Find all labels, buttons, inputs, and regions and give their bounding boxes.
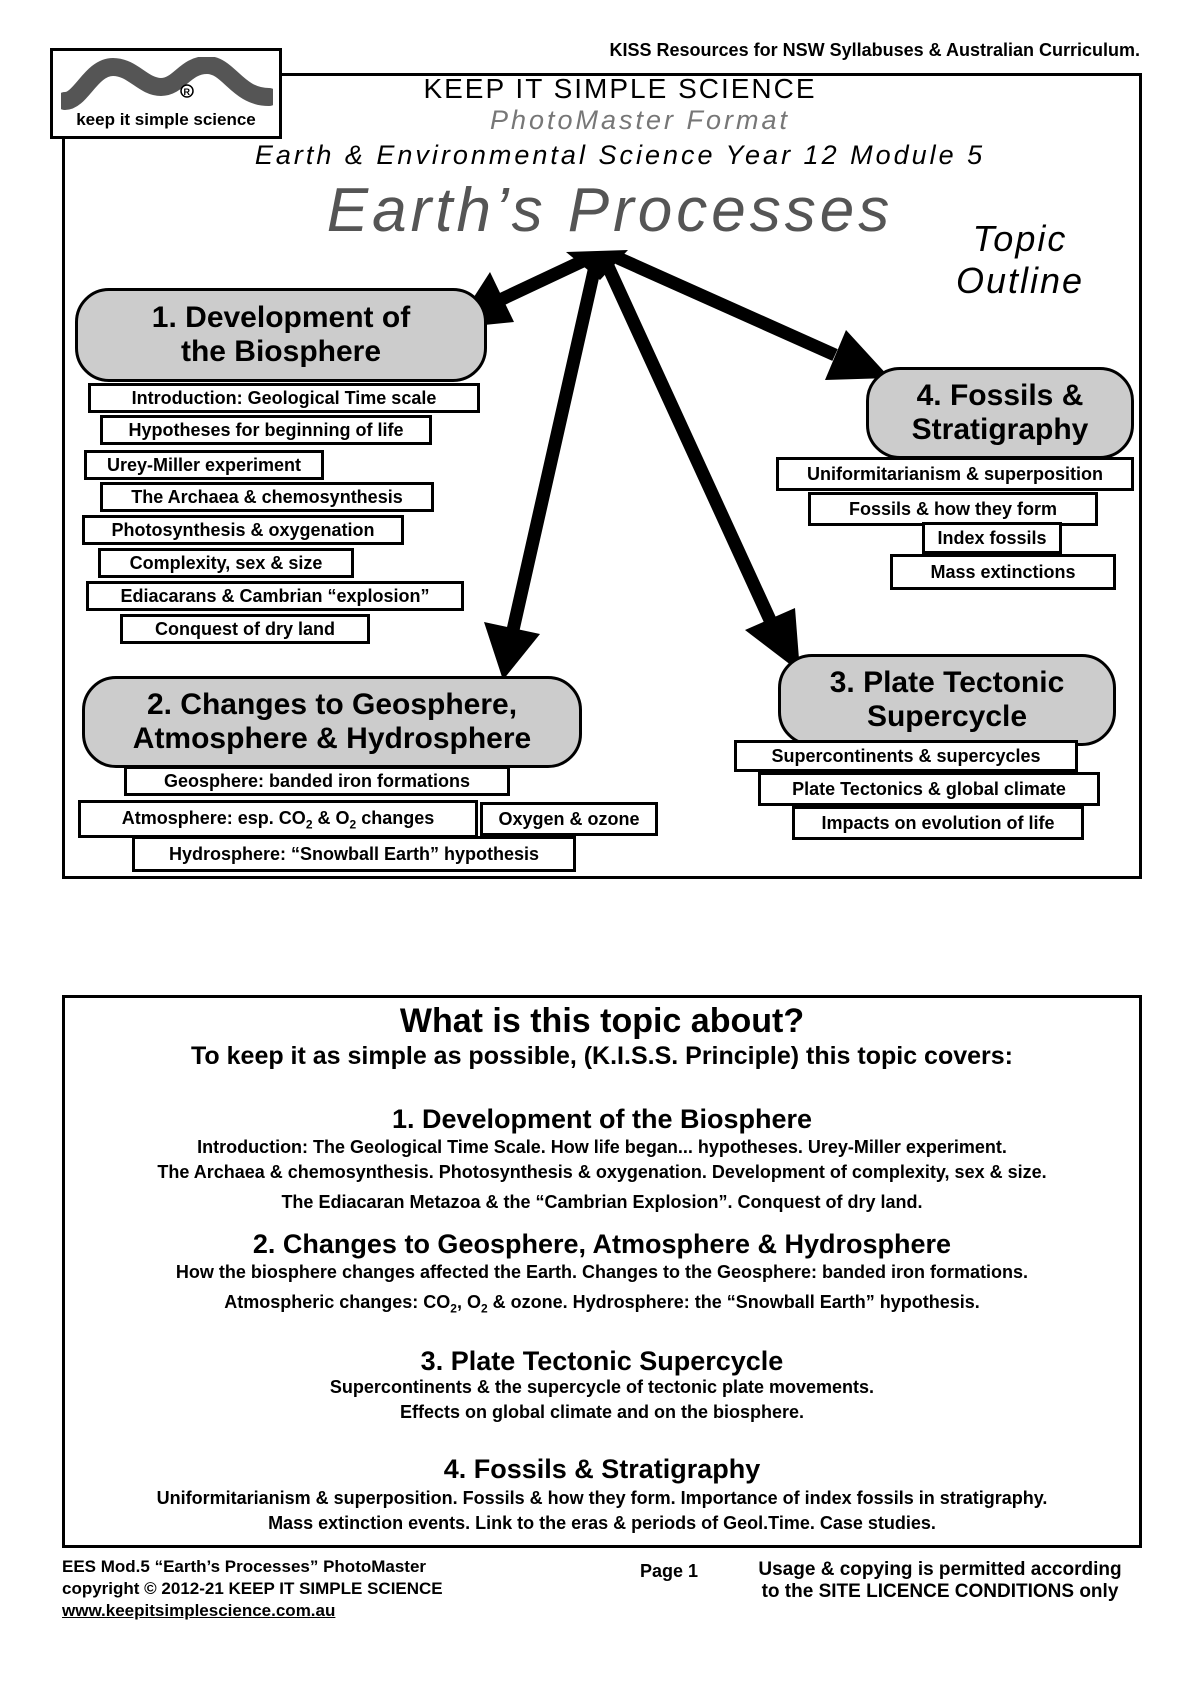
about-s2-text-a: Atmospheric changes: CO (224, 1292, 451, 1312)
topic-label-line2: Outline (955, 260, 1085, 301)
about-section-3-line: Effects on global climate and on the biosphere. (399, 1402, 805, 1422)
section-2-title-line2: Atmosphere & Hydrosphere (132, 722, 532, 755)
about-section-3-line: Supercontinents & the supercycle of tectonic plate movements. (329, 1377, 875, 1397)
about-section-4-line: Mass extinction events. Link to the eras & periods of Geol.Time. Case studies. (268, 1513, 936, 1533)
section-2-item: Hydrosphere: “Snowball Earth” hypothesis (132, 836, 576, 872)
section-3-title-line2: Supercycle (866, 700, 1028, 733)
section-1-item: Conquest of dry land (120, 614, 370, 644)
section-1-pill (75, 288, 487, 382)
about-s2-text-e: & ozone. Hydrosphere: the “Snowball Earth” hypothesis. (487, 1292, 980, 1312)
section-1-item: The Archaea & chemosynthesis (100, 482, 434, 512)
section-2-item: Oxygen & ozone (480, 802, 658, 836)
section-1-title-line1: 1. Development of (151, 301, 411, 334)
section-1-title-line2: the Biosphere (180, 335, 382, 368)
footer-copyright: copyright © 2012-21 KEEP IT SIMPLE SCIENCE (62, 1579, 443, 1598)
atm-sub-1: 2 (305, 817, 313, 832)
section-1-item: Photosynthesis & oxygenation (82, 515, 404, 545)
about-section-3-title: 3. Plate Tectonic Supercycle (420, 1346, 784, 1376)
section-3-title-line1: 3. Plate Tectonic (829, 666, 1065, 699)
about-s2-text-c: , O (456, 1292, 481, 1312)
header-resources-text: KISS Resources for NSW Syllabuses & Australian Curriculum. (609, 40, 1140, 60)
section-1-item: Urey-Miller experiment (84, 450, 324, 480)
brand-title: KEEP IT SIMPLE SCIENCE (423, 73, 817, 104)
section-4-title-line2: Stratigraphy (911, 413, 1089, 446)
about-s2-sub-1: 2 (450, 1301, 457, 1316)
section-4-item: Mass extinctions (890, 554, 1116, 590)
footer-usage (740, 1559, 1140, 1603)
atm-text-c: & O (312, 808, 350, 828)
atm-text-e: changes (356, 808, 435, 828)
topic-label-line1: Topic (972, 218, 1068, 259)
atm-sub-2: 2 (349, 817, 357, 832)
svg-text:R: R (183, 87, 190, 97)
footer-usage-line2: to the SITE LICENCE CONDITIONS only (761, 1581, 1119, 1602)
about-section-4-title: 4. Fossils & Stratigraphy (443, 1454, 761, 1484)
about-heading: What is this topic about? (399, 1002, 805, 1040)
page-number: Page 1 (640, 1561, 699, 1581)
about-section-1-title: 1. Development of the Biosphere (391, 1104, 813, 1134)
format-subtitle: PhotoMaster Format (489, 105, 791, 135)
section-2-item (78, 800, 478, 838)
footer-usage-line1: Usage & copying is permitted according (758, 1559, 1122, 1580)
arrow-to-section-2 (484, 262, 596, 680)
footer-document-name: EES Mod.5 “Earth’s Processes” PhotoMaster (62, 1557, 427, 1576)
section-3-item: Plate Tectonics & global climate (758, 772, 1100, 806)
section-1-item: Introduction: Geological Time scale (88, 383, 480, 413)
about-section-1-line: The Ediacaran Metazoa & the “Cambrian Explosion”. Conquest of dry land. (281, 1192, 923, 1212)
section-2-pill (82, 676, 582, 768)
footer-website-link[interactable]: www.keepitsimplescience.com.au (62, 1601, 336, 1620)
about-section-2-line: How the biosphere changes affected the Earth. Changes to the Geosphere: banded iron formations. (175, 1262, 1029, 1282)
section-3-pill (778, 654, 1116, 746)
section-2-item: Geosphere: banded iron formations (124, 766, 510, 796)
logo-text: keep it simple science (76, 110, 256, 129)
section-4-item: Uniformitarianism & superposition (776, 457, 1134, 491)
about-s2-sub-2: 2 (480, 1301, 488, 1316)
section-1-item: Ediacarans & Cambrian “explosion” (86, 581, 464, 611)
section-4-item: Fossils & how they form (808, 492, 1098, 526)
section-1-item: Complexity, sex & size (98, 548, 354, 578)
footer-left (62, 1556, 502, 1622)
section-4-pill (866, 367, 1134, 459)
about-section-1-line: Introduction: The Geological Time Scale. How life began... hypotheses. Urey-Miller experiment. (197, 1137, 1007, 1157)
section-1-item: Hypotheses for beginning of life (100, 415, 432, 445)
atm-text-a: Atmosphere: esp. CO (121, 808, 306, 828)
section-2-title-line1: 2. Changes to Geosphere, (146, 688, 518, 721)
section-4-item: Index fossils (922, 522, 1062, 554)
about-section-4-line: Uniformitarianism & superposition. Fossils & how they form. Importance of index fossils in stratigraphy. (156, 1488, 1048, 1508)
section-4-title-line1: 4. Fossils & (916, 379, 1084, 412)
about-section-2-title: 2. Changes to Geosphere, Atmosphere & Hydrosphere (252, 1229, 952, 1259)
page-title: Earth’s Processes (326, 176, 894, 245)
about-section-2-line (62, 1292, 1142, 1316)
about-section-1-line: The Archaea & chemosynthesis. Photosynthesis & oxygenation. Development of complexity, sex & size. (157, 1162, 1047, 1182)
about-subheading: To keep it as simple as possible, (K.I.S.S. Principle) this topic covers: (191, 1042, 1013, 1070)
course-subtitle: Earth & Environmental Science Year 12 Module 5 (254, 140, 986, 170)
section-3-item: Impacts on evolution of life (792, 806, 1084, 840)
section-3-item: Supercontinents & supercycles (734, 740, 1078, 772)
